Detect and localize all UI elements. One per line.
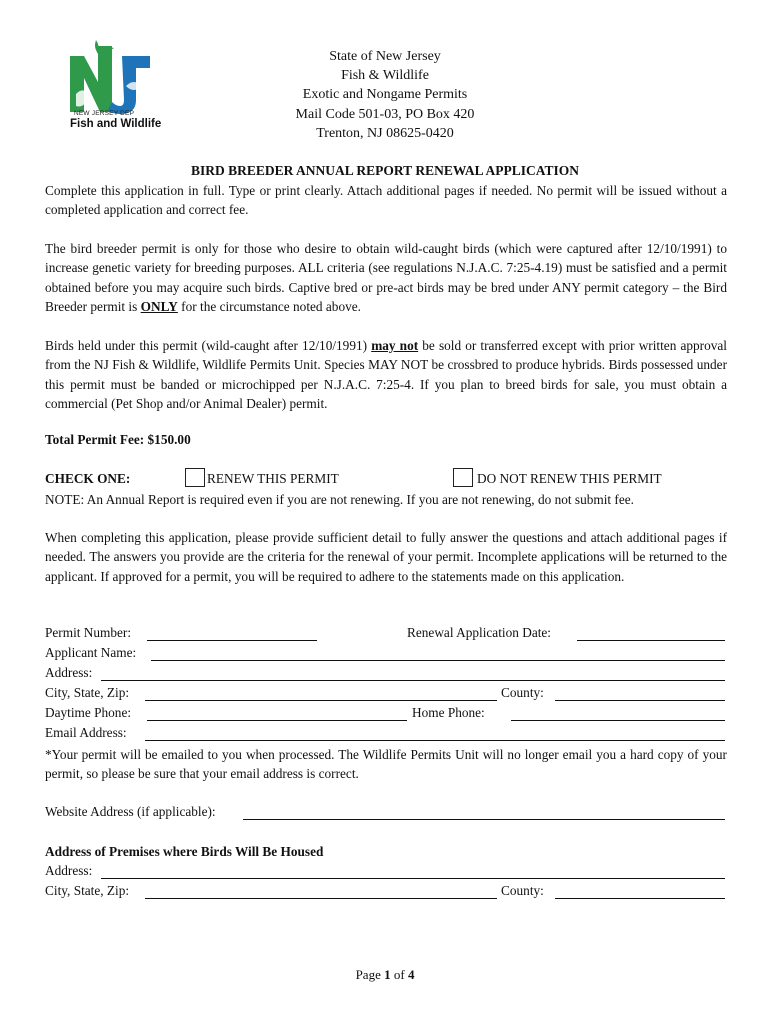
city-state-zip-field[interactable] bbox=[145, 685, 497, 701]
page-total: 4 bbox=[407, 967, 415, 982]
premises-city-state-zip-label: City, State, Zip: bbox=[45, 883, 130, 898]
city-state-zip-label: City, State, Zip: bbox=[45, 685, 130, 700]
do-not-renew-checkbox[interactable] bbox=[453, 468, 473, 487]
para3-emphasis: may not bbox=[371, 338, 419, 353]
restrictions-paragraph bbox=[45, 336, 727, 414]
email-row bbox=[45, 725, 727, 745]
address-field[interactable] bbox=[101, 665, 725, 681]
agency-address bbox=[0, 47, 770, 143]
premises-heading: Address of Premises where Birds Will Be Housed bbox=[45, 844, 324, 859]
email-field[interactable] bbox=[145, 725, 725, 741]
page-footer bbox=[0, 967, 770, 983]
email-note: *Your permit will be emailed to you when processed. The Wildlife Permits Unit will no longer email you a hard copy of your permit, so please be sure that your email address is correct. bbox=[45, 747, 727, 782]
agency-line-3: Exotic and Nongame Permits bbox=[302, 87, 468, 103]
para2-emphasis: ONLY bbox=[140, 299, 178, 315]
renew-checkbox[interactable] bbox=[185, 468, 205, 487]
para2-text: The bird breeder permit is only for those who desire to obtain wild-caught birds (which were captured after 12/10/1991) to increase genetic variety for breeding purposes. ALL criteria (see regulations N.J.A.C. 7:25-4.19) must be satisfied and a permit obtained before you may acquire such birds. Captive bred or pre-act birds may be bred under ANY permit category – the Bird Breeder permit is bbox=[45, 241, 727, 315]
county-label: County: bbox=[501, 685, 544, 700]
agency-line-5: Trenton, NJ 08625-0420 bbox=[316, 125, 454, 141]
logo-small-text: NEW JERSEY DEP bbox=[74, 110, 135, 117]
para3-tail: be sold or transferred except with prior written approval from the NJ Fish & Wildlife, Wildlife Permits Unit. Species MAY NOT be crossbred to produce hybrids. Birds possessed under this permit must be banded or microchipped per N.J.A.C. 7:25-4. If you plan to breed birds for sale, you must obtain a commercial (Pet Shop and/or Animal Dealer) permit. bbox=[45, 338, 727, 412]
premises-city-state-zip-field[interactable] bbox=[145, 883, 497, 899]
address-row bbox=[45, 665, 727, 685]
home-phone-field[interactable] bbox=[511, 705, 725, 721]
premises-address-row bbox=[45, 863, 727, 883]
page-prefix: Page bbox=[355, 967, 385, 982]
page-of: of bbox=[390, 967, 408, 982]
renewal-date-label: Renewal Application Date: bbox=[407, 625, 552, 640]
premises-address-label: Address: bbox=[45, 863, 93, 878]
premises-city-row bbox=[45, 883, 727, 903]
permit-number-field[interactable] bbox=[147, 625, 317, 641]
instructions-paragraph: When completing this application, please provide sufficient detail to fully answer the questions and attach additional pages if needed. The answers you provide are the criteria for the renewal of your permit. Incomplete applications will be returned to the applicant. If approved for a permit, you will be required to adhere to the statements made on this application. bbox=[45, 530, 727, 584]
agency-line-2: Fish & Wildlife bbox=[341, 68, 429, 84]
premises-county-field[interactable] bbox=[555, 883, 725, 899]
permit-number-label: Permit Number: bbox=[45, 625, 132, 640]
permit-number-row bbox=[45, 625, 727, 645]
premises-heading-row bbox=[45, 844, 727, 864]
renew-option-label: RENEW THIS PERMIT bbox=[207, 471, 339, 486]
applicant-name-field[interactable] bbox=[151, 645, 725, 661]
check-one-row bbox=[45, 471, 735, 491]
total-permit-fee: Total Permit Fee: $150.00 bbox=[45, 432, 191, 447]
agency-line-1: State of New Jersey bbox=[329, 49, 441, 64]
daytime-phone-field[interactable] bbox=[147, 705, 407, 721]
phone-row bbox=[45, 705, 727, 725]
logo-caption: Fish and Wildlife bbox=[70, 118, 162, 130]
home-phone-label: Home Phone: bbox=[412, 705, 485, 720]
applicant-name-row bbox=[45, 645, 727, 665]
website-label: Website Address (if applicable): bbox=[45, 804, 216, 819]
para2-tail: for the circumstance noted above. bbox=[177, 299, 361, 315]
applicant-name-label: Applicant Name: bbox=[45, 645, 137, 660]
page-number: 1 bbox=[384, 967, 391, 982]
premises-county-label: County: bbox=[501, 883, 544, 898]
agency-line-4: Mail Code 501-03, PO Box 420 bbox=[295, 106, 475, 122]
annual-report-note: NOTE: An Annual Report is required even if you are not renewing. If you are not renewing, do not submit fee. bbox=[45, 492, 634, 507]
daytime-phone-label: Daytime Phone: bbox=[45, 705, 132, 720]
renewal-date-field[interactable] bbox=[577, 625, 725, 641]
intro-paragraph: Complete this application in full. Type or print clearly. Attach additional pages if needed. No permit will be issued without a completed application and correct fee. bbox=[45, 183, 727, 218]
email-label: Email Address: bbox=[45, 725, 127, 740]
address-label: Address: bbox=[45, 665, 93, 680]
county-field[interactable] bbox=[555, 685, 725, 701]
premises-address-field[interactable] bbox=[101, 863, 725, 879]
check-one-label: CHECK ONE: bbox=[45, 471, 131, 486]
do-not-renew-option-label: DO NOT RENEW THIS PERMIT bbox=[477, 471, 662, 486]
city-state-zip-row bbox=[45, 685, 727, 705]
para3-text: Birds held under this permit (wild-caught after 12/10/1991) bbox=[45, 338, 372, 353]
website-row bbox=[45, 804, 727, 824]
website-field[interactable] bbox=[243, 804, 725, 820]
document-title: BIRD BREEDER ANNUAL REPORT RENEWAL APPLICATION bbox=[191, 163, 579, 178]
breeder-permit-paragraph bbox=[45, 239, 727, 317]
